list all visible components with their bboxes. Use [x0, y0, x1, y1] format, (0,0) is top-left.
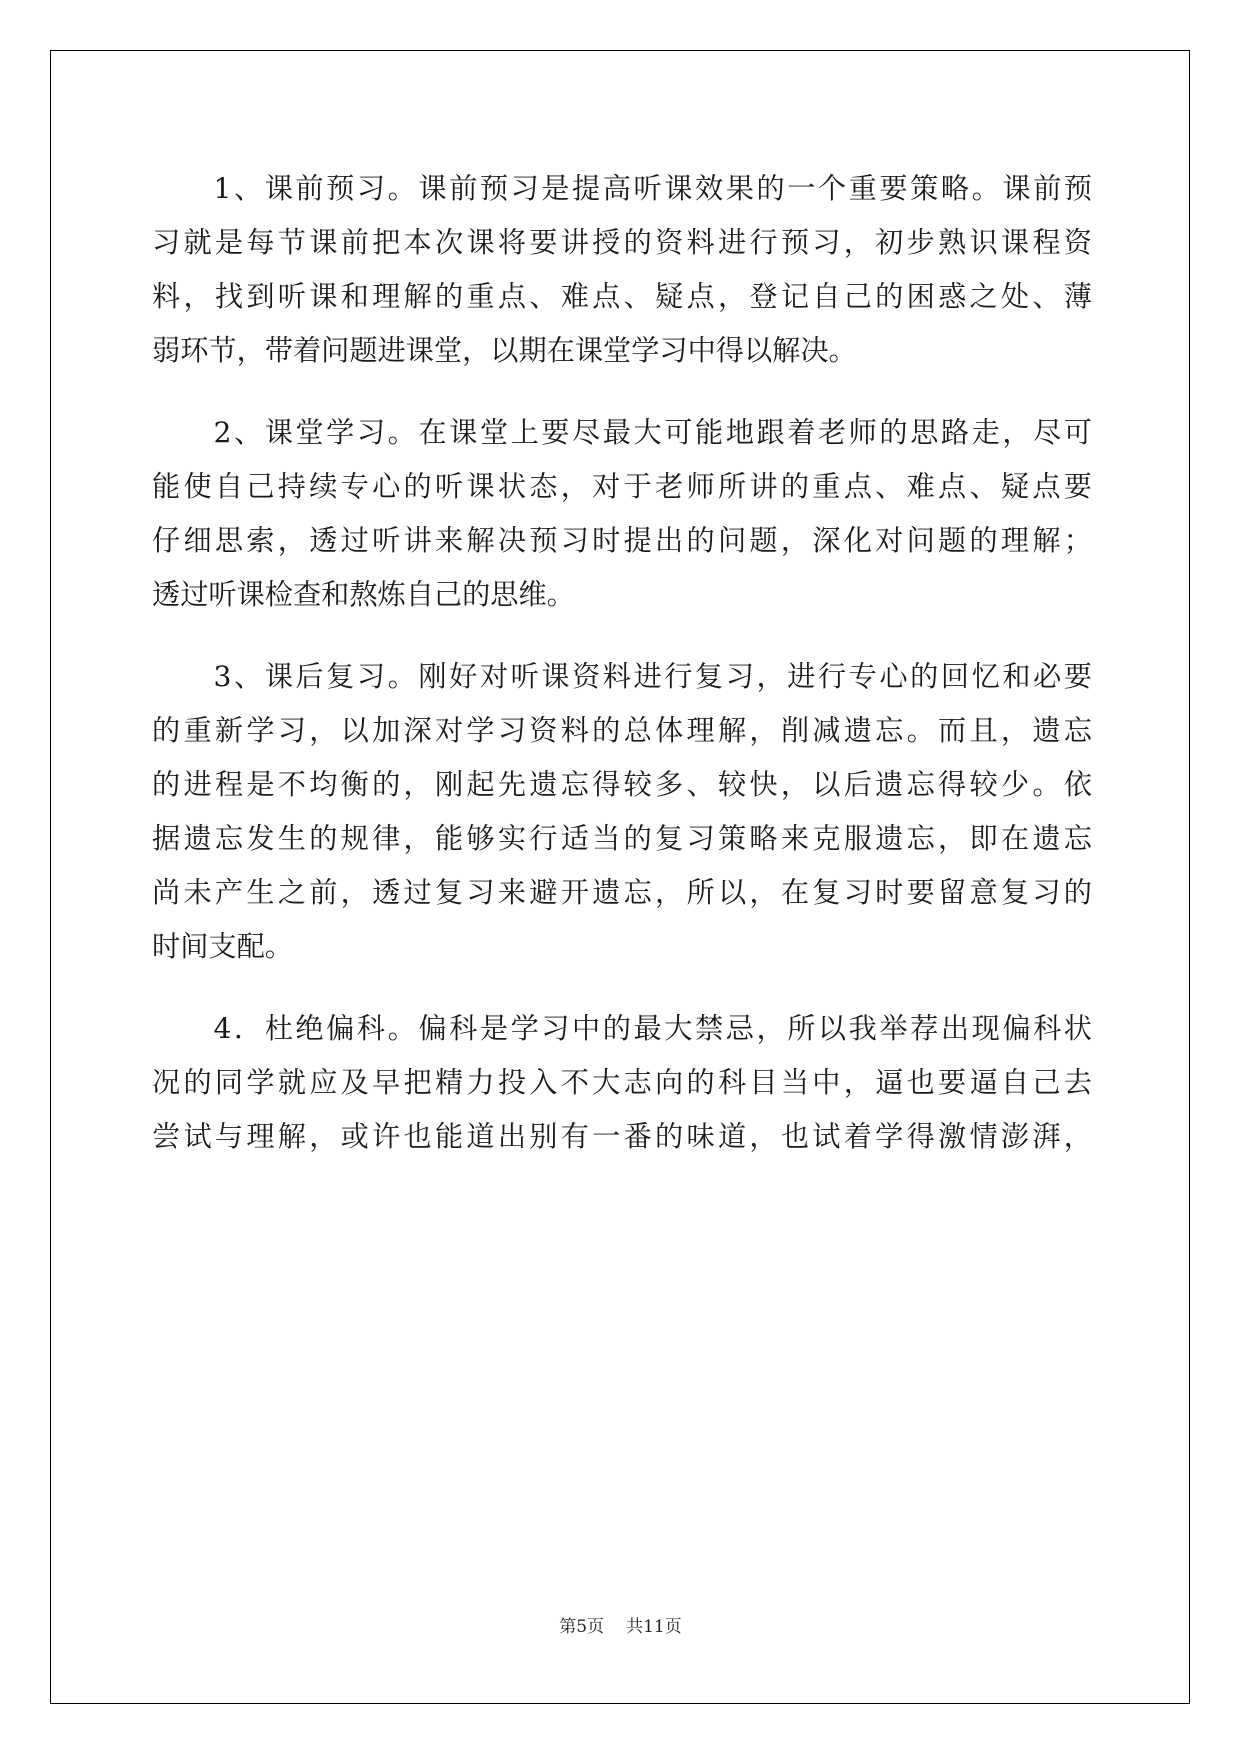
text-line: 尚未产生之前，透过复习来避开遗忘，所以，在复习时要留意复习的	[152, 876, 1092, 909]
text-line: 的重新学习，以加深对学习资料的总体理解，削减遗忘。而且，遗忘	[152, 714, 1092, 747]
text-line: 4．杜绝偏科。偏科是学习中的最大禁忌，所以我举荐出现偏科状	[152, 1012, 1092, 1045]
text-line: 2、课堂学习。在课堂上要尽最大可能地跟着老师的思路走，尽可	[152, 416, 1092, 449]
document-body	[152, 162, 1092, 1164]
total-page-count: 共11页	[626, 1617, 682, 1637]
paragraph-avoid-bias	[152, 1002, 1092, 1164]
text-line: 1、课前预习。课前预习是提高听课效果的一个重要策略。课前预	[152, 172, 1092, 205]
paragraph-class-study	[152, 406, 1092, 622]
paragraph-preview	[152, 162, 1092, 378]
text-line: 据遗忘发生的规律，能够实行适当的复习策略来克服遗忘，即在遗忘	[152, 822, 1092, 855]
text-line: 仔细思索，透过听讲来解决预习时提出的问题，深化对问题的理解；	[152, 524, 1092, 557]
text-line: 的进程是不均衡的，刚起先遗忘得较多、较快，以后遗忘得较少。依	[152, 768, 1092, 801]
page-footer	[0, 1612, 1241, 1637]
text-line: 透过听课检查和熬炼自己的思维。	[152, 578, 575, 611]
text-line: 能使自己持续专心的听课状态，对于老师所讲的重点、难点、疑点要	[152, 470, 1092, 503]
text-line: 3、课后复习。刚好对听课资料进行复习，进行专心的回忆和必要	[152, 660, 1092, 693]
text-line: 尝试与理解，或许也能道出别有一番的味道，也试着学得激情澎湃，	[152, 1120, 1092, 1153]
text-line: 习就是每节课前把本次课将要讲授的资料进行预习，初步熟识课程资	[152, 226, 1092, 259]
text-line: 时间支配。	[152, 930, 293, 963]
text-line: 弱环节，带着问题进课堂，以期在课堂学习中得以解决。	[152, 334, 857, 367]
text-line: 料，找到听课和理解的重点、难点、疑点，登记自己的困惑之处、薄	[152, 280, 1092, 313]
current-page-number: 第5页	[559, 1617, 605, 1637]
paragraph-review	[152, 650, 1092, 974]
text-line: 况的同学就应及早把精力投入不大志向的科目当中，逼也要逼自己去	[152, 1066, 1092, 1099]
